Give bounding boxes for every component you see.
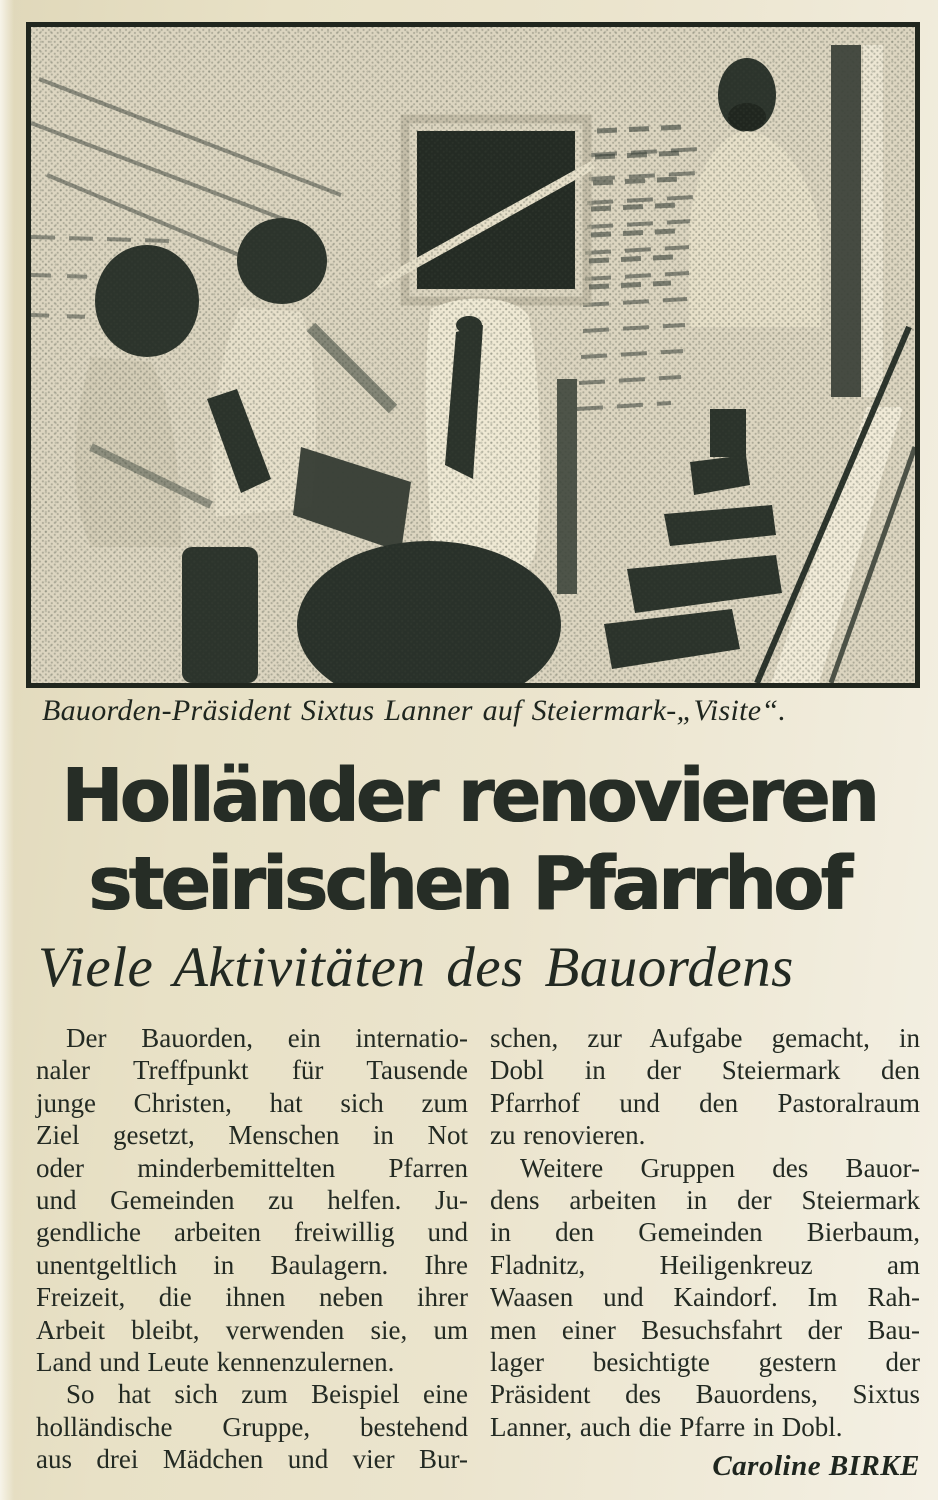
headline-line-2: steirischen Pfarrhof — [88, 841, 850, 927]
body-line: Präsident des Bauordens, Sixtus — [490, 1379, 920, 1410]
body-line: in den Gemeinden Bierbaum, — [490, 1217, 920, 1248]
author-byline: Caroline BIRKE — [712, 1450, 920, 1483]
body-line: aus drei Mädchen und vier Bur- — [36, 1444, 468, 1475]
body-line: und Gemeinden zu helfen. Ju- — [36, 1185, 468, 1216]
body-line: junge Christen, hat sich zum — [36, 1087, 468, 1118]
body-line: Land und Leute kennenzulernen. — [36, 1347, 395, 1378]
body-line: naler Treffpunkt für Tausende — [36, 1055, 468, 1086]
body-line: zu renovieren. — [490, 1120, 646, 1151]
body-line: men einer Besuchsfahrt der Bau- — [490, 1314, 920, 1345]
body-line: Dobl in der Steiermark den — [490, 1055, 920, 1086]
body-line: Der Bauorden, ein internatio- — [66, 1023, 468, 1053]
body-line: So hat sich zum Beispiel eine — [66, 1379, 468, 1410]
body-line: holländische Gruppe, bestehend — [36, 1411, 468, 1442]
body-line: Pfarrhof und den Pastoralraum — [490, 1087, 920, 1118]
headline-line-1: Holländer renovieren — [61, 753, 877, 839]
body-line: gendliche arbeiten freiwillig und — [36, 1217, 468, 1248]
body-line: Ziel gesetzt, Menschen in Not — [36, 1120, 468, 1151]
body-line: lager besichtigte gestern der — [490, 1347, 920, 1378]
body-line: dens arbeiten in der Steiermark — [490, 1185, 920, 1216]
body-line: Weitere Gruppen des Bauor- — [520, 1152, 920, 1183]
body-line: schen, zur Aufgabe gemacht, in — [490, 1023, 920, 1053]
body-column-left — [36, 1022, 468, 1476]
article-photo — [26, 22, 920, 688]
photo-caption: Bauorden-Präsident Sixtus Lanner auf Steiermark-„Visite“. — [42, 694, 787, 727]
body-line: Waasen und Kaindorf. Im Rah- — [490, 1282, 920, 1313]
body-line: unentgeltlich in Baulagern. Ihre — [36, 1249, 468, 1280]
scan-edge-highlight — [0, 0, 14, 1500]
body-line: Freizeit, die ihnen neben ihrer — [36, 1282, 468, 1313]
body-column-right — [490, 1022, 920, 1483]
body-line: Lanner, auch die Pfarre in Dobl. — [490, 1411, 843, 1442]
body-line: Arbeit bleibt, verwenden sie, um — [36, 1314, 468, 1345]
photo-illustration — [31, 27, 915, 683]
subheadline: Viele Aktivitäten des Bauordens — [38, 936, 794, 999]
body-line: Fladnitz, Heiligenkreuz am — [490, 1249, 920, 1280]
body-line: oder minderbemittelten Pfarren — [36, 1152, 468, 1183]
photo-halftone-overlay2 — [31, 27, 915, 683]
headline — [22, 752, 916, 928]
